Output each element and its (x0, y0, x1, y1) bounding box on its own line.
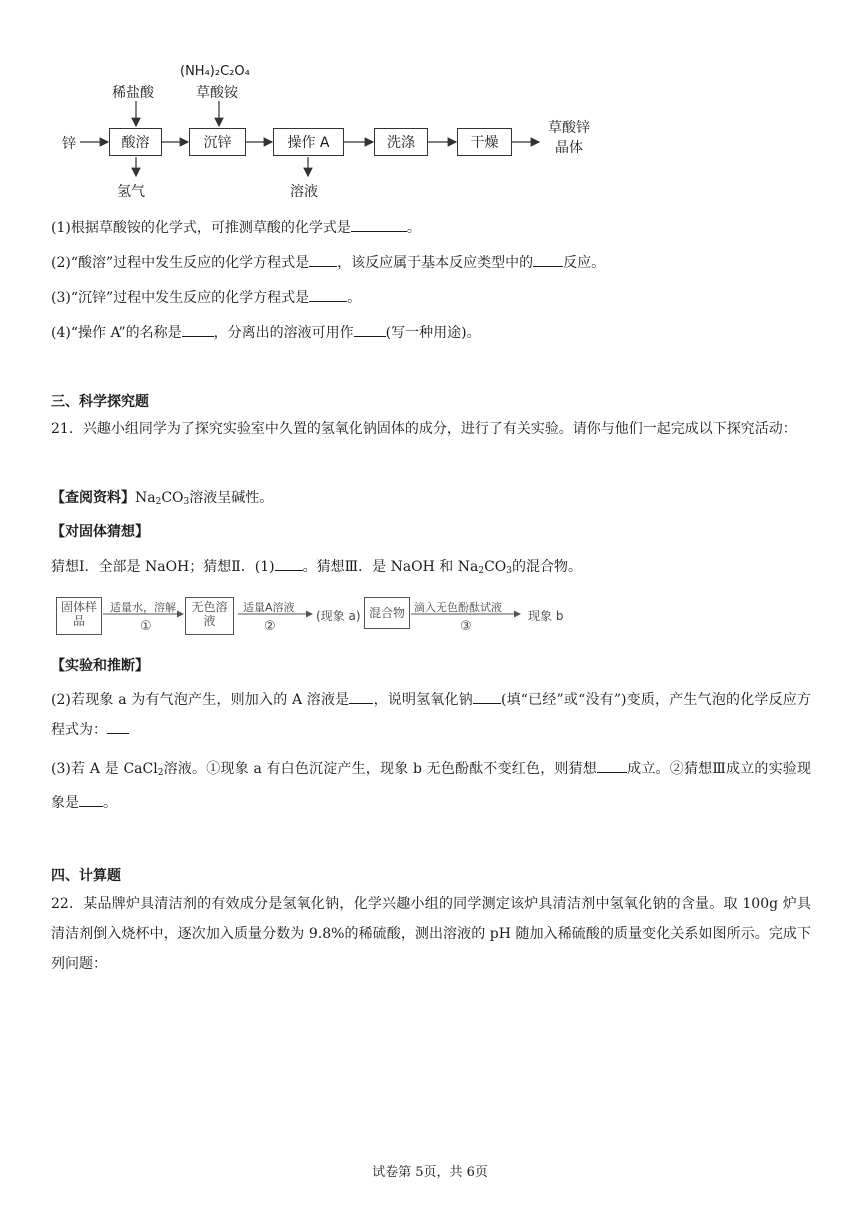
q22-text: 22．某品牌炉具清洁剂的有效成分是氢氧化钠，化学兴趣小组的同学测定该炉具清洁剂中氢氧化钠的含量。取 100g 炉具清洁剂倒入烧杯中，逐次加入质量分数为 9.8%的稀硫酸，测出溶液的 pH 随加入稀硫酸的质量变化关系如图所示。完成下列问题： (51, 896, 811, 972)
q21-guess-heading: 【对固体猜想】 (51, 524, 149, 540)
exp-phenomenon-b: 现象 b (528, 609, 564, 623)
section-heading-3: 三、科学探究题 (51, 394, 149, 410)
q20-item-2: (2)“酸溶”过程中发生反应的化学方程式是 ，该反应属于基本反应类型中的 反应。 (51, 252, 605, 273)
q21-reference: 【查阅资料】$Na_2CO_3$溶液呈碱性。 (51, 490, 274, 507)
exp-box-mixture: 混合物 (364, 597, 410, 629)
exp-step-1-number: ① (140, 619, 152, 634)
q21-part-2: (2)若现象 a 为有气泡产生，则加入的 A 溶液是 ，说明氢氧化钠 (填“已经”或“没有”)变质，产生气泡的化学反应方程式为： (51, 685, 811, 745)
flow-step-dry: 干燥 (457, 128, 512, 156)
exp-phenomenon-a: (现象 a) (316, 609, 361, 623)
exp-step-3-label: 滴入无色酚酞试液 (414, 601, 502, 614)
q20-item-1: (1)根据草酸铵的化学式，可推测草酸的化学式是 。 (51, 217, 421, 238)
flow-step-operation-a: 操作 A (273, 128, 344, 156)
flow-step-acid-dissolve: 酸溶 (109, 128, 162, 156)
flow-step-wash: 洗涤 (374, 128, 428, 156)
exp-step-3-number: ③ (460, 619, 472, 634)
q21-part-3: (3)若 A 是 CaCl$_2$溶液。①现象 a 有白色沉淀产生，现象 b 无色酚酞不变红色，则猜想 成立。②猜想Ⅲ成立的实验现象是 。 (51, 754, 811, 818)
exp-step-2-label: 适量A溶液 (243, 601, 295, 614)
flow-reagent-formula: (NH₄)₂C₂O₄ (180, 64, 250, 79)
flow-reagent-oxalate: 草酸铵 (196, 85, 238, 101)
flow-product: 草酸锌晶体 (548, 120, 590, 156)
q20-item-3: (3)“沉锌”过程中发生反应的化学方程式是 。 (51, 287, 361, 308)
section-heading-4: 四、计算题 (51, 868, 121, 884)
exp-box-solid-sample: 固体样品 (56, 597, 102, 635)
q21-experiment-heading: 【实验和推断】 (51, 658, 149, 674)
flow-step-zinc-precipitation: 沉锌 (189, 128, 246, 156)
exp-box-colorless-solution: 无色溶液 (185, 597, 234, 635)
flow-byproduct-solution: 溶液 (290, 184, 318, 200)
q21-guesses: 猜想Ⅰ．全部是 NaOH；猜想Ⅱ．(1) 。猜想Ⅲ．是 NaOH 和 $Na_2CO_3$的混合物。 (51, 556, 582, 581)
exp-step-2-number: ② (264, 619, 276, 634)
flow-input-zinc: 锌 (62, 136, 76, 152)
q20-item-4: (4)“操作 A”的名称是 ，分离出的溶液可用作 (写一种用途)。 (51, 322, 481, 343)
q21-intro: 21．兴趣小组同学为了探究实验室中久置的氢氧化钠固体的成分，进行了有关实验。请你与他们一起完成以下探究活动： (51, 421, 797, 437)
page-footer: 试卷第 5页，共 6页 (372, 1165, 488, 1180)
exp-step-1-label: 适量水，溶解 (110, 601, 176, 614)
flow-byproduct-hydrogen: 氢气 (117, 184, 145, 200)
flow-reagent-hcl: 稀盐酸 (112, 85, 154, 101)
